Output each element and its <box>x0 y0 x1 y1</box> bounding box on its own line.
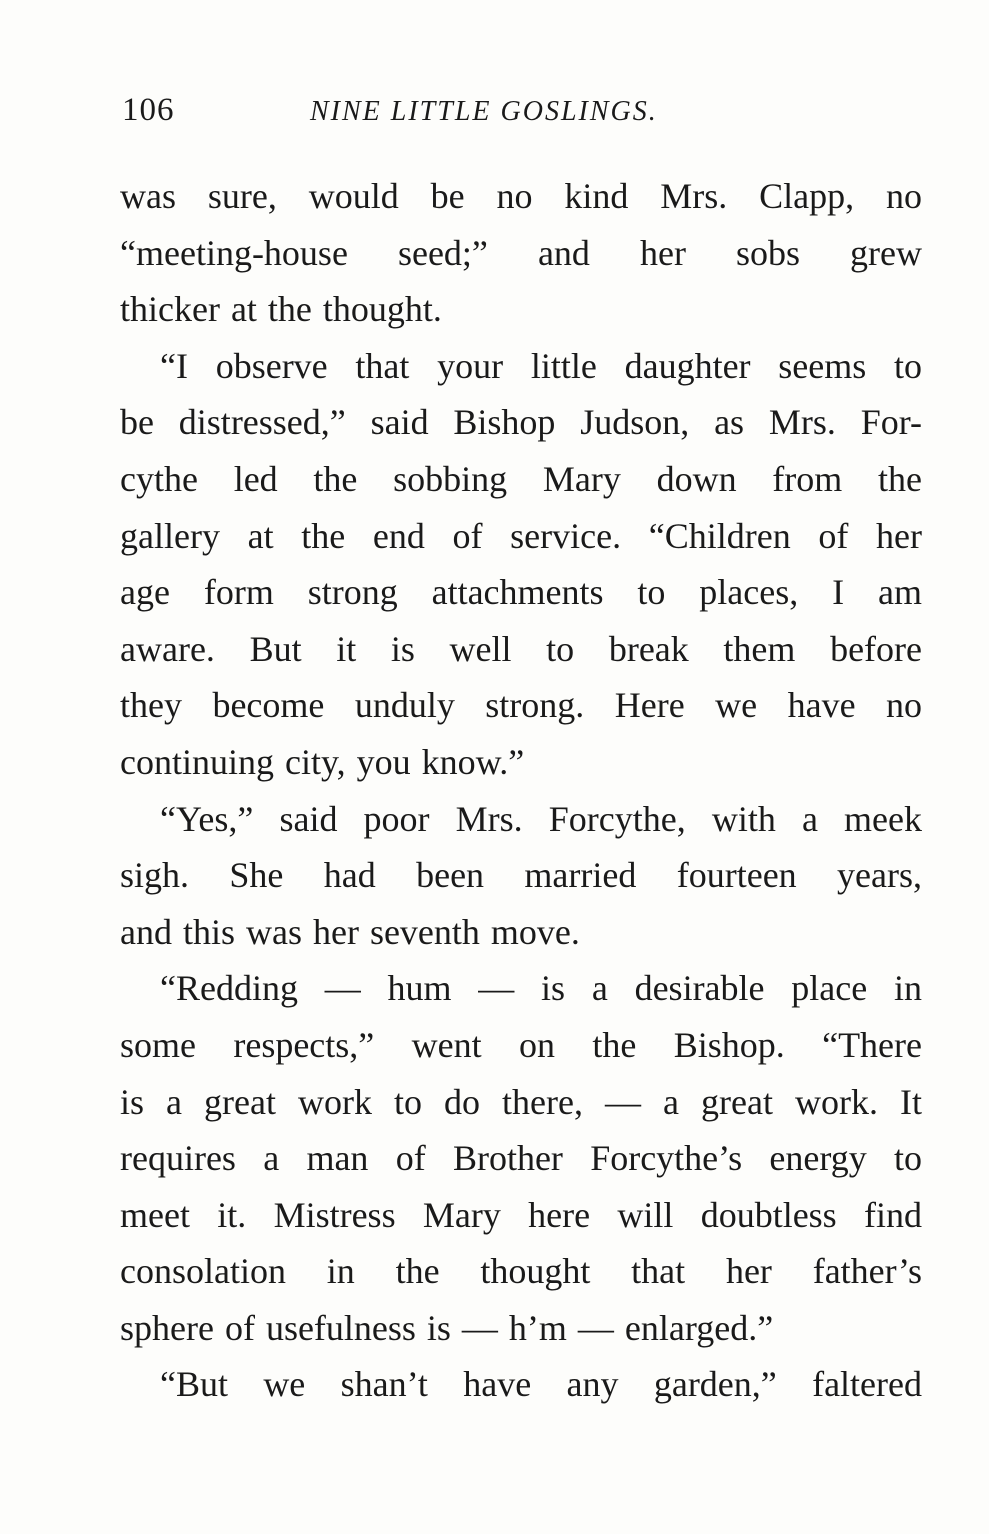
text-line: is a great work to do there, — a great work. It <box>120 1081 922 1122</box>
text-line: be distressed,” said Bishop Judson, as Mrs. For- <box>120 402 922 443</box>
text-line: thicker at the thought. <box>120 289 442 330</box>
text-line: cythe led the sobbing Mary down from the <box>120 458 922 499</box>
text-line: continuing city, you know.” <box>120 741 525 782</box>
text-line: was sure, would be no kind Mrs. Clapp, no <box>120 176 922 216</box>
text-line: gallery at the end of service. “Children of her <box>120 515 922 556</box>
text-line: requires a man of Brother Forcythe’s energy to <box>120 1138 922 1179</box>
text-line: sphere of usefulness is — h’m — enlarged.” <box>120 1307 774 1348</box>
text-line: age form strong attachments to places, I am <box>120 572 922 613</box>
text-line: “Redding — hum — is a desirable place in <box>160 968 922 1009</box>
text-line: aware. But it is well to break them before <box>120 628 922 669</box>
text-line: some respects,” went on the Bishop. “There <box>120 1024 922 1065</box>
text-line: meet it. Mistress Mary here will doubtless find <box>120 1194 922 1235</box>
text-line: “Yes,” said poor Mrs. Forcythe, with a meek <box>160 798 922 839</box>
text-line: sigh. She had been married fourteen years, <box>120 855 922 896</box>
text-line: and this was her seventh move. <box>120 911 580 952</box>
body-text <box>120 168 922 1413</box>
text-line: they become unduly strong. Here we have no <box>120 685 922 726</box>
text-line: “But we shan’t have any garden,” faltered <box>160 1364 922 1405</box>
page-number: 106 <box>122 92 175 128</box>
book-title: NINE LITTLE GOSLINGS. <box>310 96 658 127</box>
text-line: “meeting-house seed;” and her sobs grew <box>120 232 922 273</box>
text-line: “I observe that your little daughter seems to <box>160 345 922 386</box>
running-head <box>122 92 922 132</box>
text-line: consolation in the thought that her father’s <box>120 1251 922 1292</box>
